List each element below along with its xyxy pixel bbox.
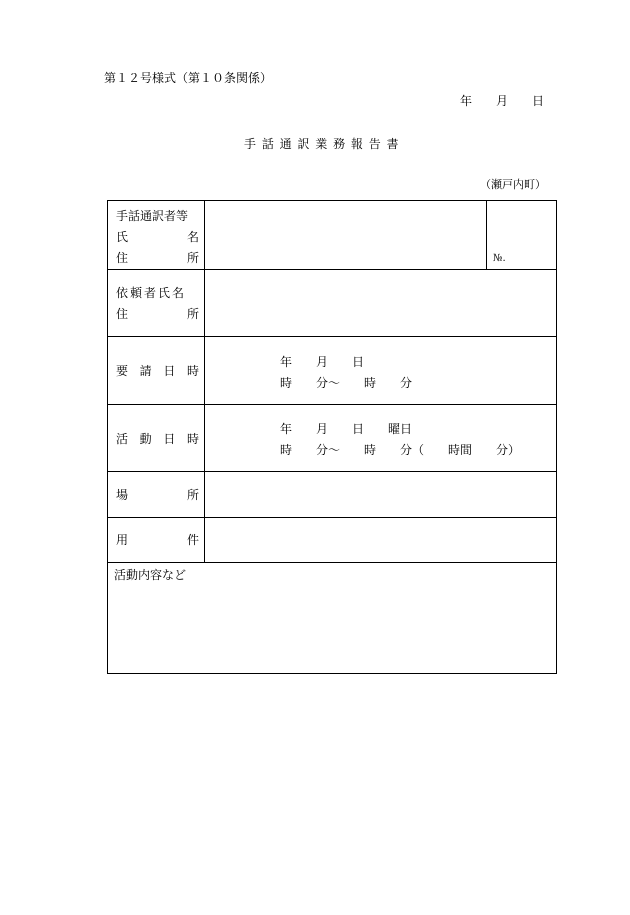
- request-datetime-label: [116, 362, 199, 379]
- request-time-line: 時 分～ 時 分: [280, 376, 413, 390]
- place-row: [108, 471, 556, 518]
- interpreter-label: 手話通訳者等: [116, 209, 189, 223]
- label-divider: [204, 336, 205, 404]
- address-char-1: 住: [116, 251, 129, 265]
- number-divider: [486, 201, 487, 269]
- act-dt-char-4: 時: [186, 432, 199, 446]
- report-table: [107, 200, 557, 674]
- interpreter-row: [108, 201, 556, 270]
- name-char-1: 氏: [116, 230, 129, 244]
- activity-date-line: 年 月 日 曜日: [280, 422, 413, 436]
- report-date-line: 年 月 日: [460, 94, 545, 108]
- req-address-char-2: 所: [186, 307, 199, 321]
- act-dt-char-2: 動: [139, 432, 152, 446]
- act-dt-char-1: 活: [116, 432, 129, 446]
- requester-label: 依頼者氏名: [116, 286, 187, 300]
- req-address-char-1: 住: [116, 307, 129, 321]
- activity-datetime-label: [116, 430, 199, 447]
- request-date-line: 年 月 日: [280, 355, 365, 369]
- activity-datetime-row: [108, 404, 556, 472]
- place-label: [116, 486, 199, 503]
- req-dt-char-3: 日: [163, 364, 176, 378]
- activity-content-row: [108, 562, 556, 674]
- interpreter-address-label: [116, 249, 199, 266]
- number-mark: №.: [493, 253, 506, 264]
- address-char-2: 所: [186, 251, 199, 265]
- purpose-char-1: 用: [116, 533, 129, 547]
- municipality-label: （瀬戸内町）: [480, 178, 546, 191]
- label-divider: [204, 201, 205, 269]
- name-char-2: 名: [186, 230, 199, 244]
- label-divider: [204, 269, 205, 336]
- act-dt-char-3: 日: [163, 432, 176, 446]
- req-dt-char-1: 要: [116, 364, 129, 378]
- requester-address-label: [116, 305, 199, 322]
- form-number: 第１２号様式（第１０条関係）: [104, 71, 273, 85]
- purpose-label: [116, 531, 199, 548]
- activity-time-line: 時 分～ 時 分（ 時間 分）: [280, 443, 521, 457]
- place-char-1: 場: [116, 488, 129, 502]
- purpose-row: [108, 517, 556, 563]
- activity-content-label: 活動内容など: [114, 568, 187, 582]
- req-dt-char-2: 請: [139, 364, 152, 378]
- requester-row: [108, 269, 556, 337]
- interpreter-name-label: [116, 228, 199, 245]
- purpose-char-2: 件: [186, 533, 199, 547]
- label-divider: [204, 471, 205, 517]
- request-datetime-row: [108, 336, 556, 405]
- label-divider: [204, 517, 205, 562]
- label-divider: [204, 404, 205, 471]
- req-dt-char-4: 時: [186, 364, 199, 378]
- place-char-2: 所: [186, 488, 199, 502]
- document-title: 手 話 通 訳 業 務 報 告 書: [244, 137, 400, 151]
